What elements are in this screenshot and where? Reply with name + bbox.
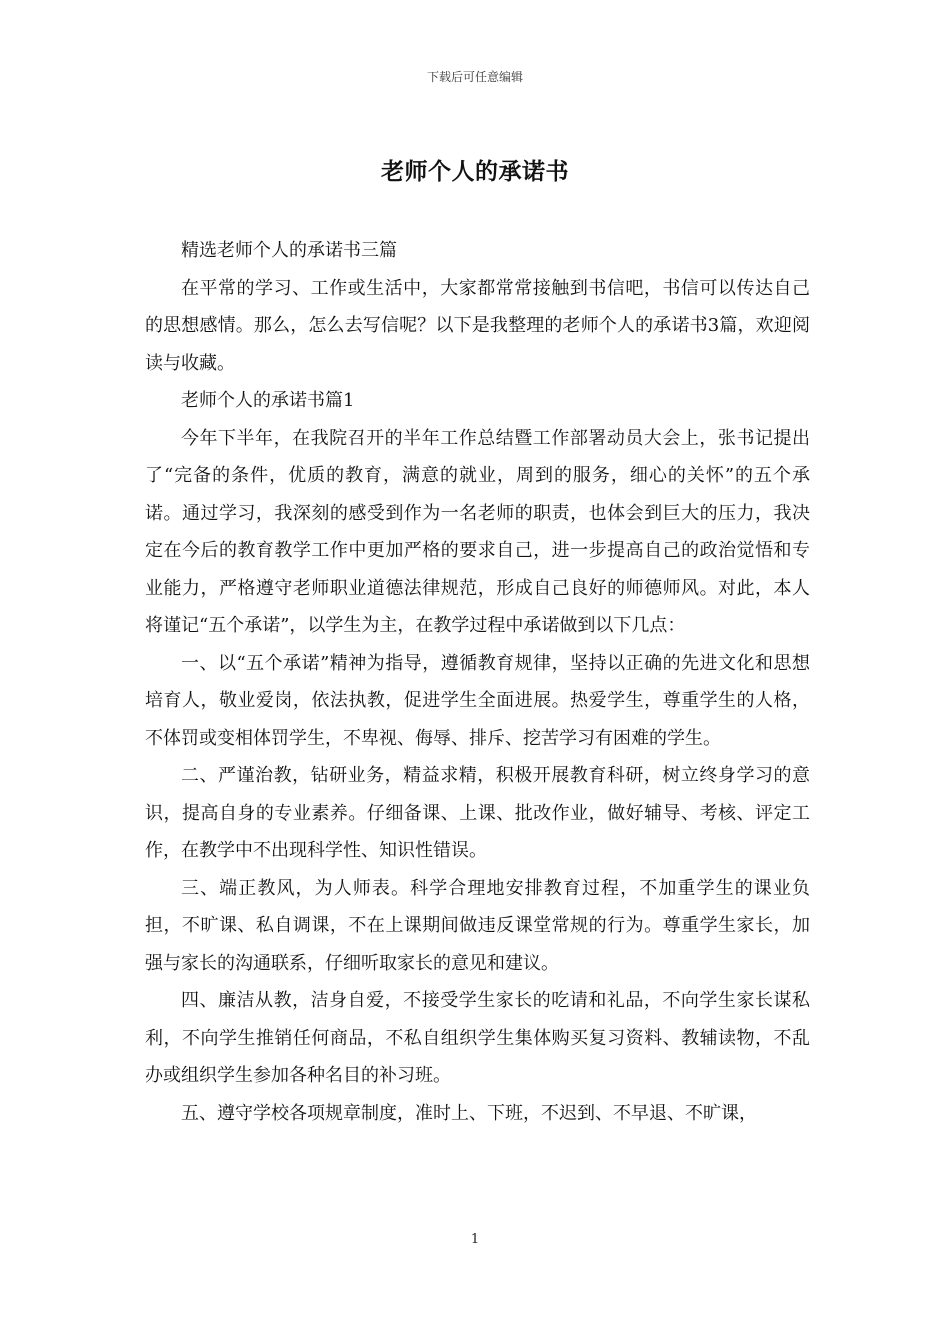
paragraph-intro: 在平常的学习、工作或生活中，大家都常常接触到书信吧，书信可以传达自己的思想感情。那么，怎么去写信呢？以下是我整理的老师个人的承诺书3篇，欢迎阅读与收藏。 [145,277,810,374]
paragraph-section-heading: 老师个人的承诺书篇1 [181,390,355,411]
document-body [145,232,810,1132]
paragraph-point-4: 四、廉洁从教，洁身自爱，不接受学生家长的吃请和礼品，不向学生家长谋私利，不向学生推销任何商品，不私自组织学生集体购买复习资料、教辅读物，不乱办或组织学生参加各种名目的补习班。 [145,990,810,1086]
paragraph-body: 今年下半年，在我院召开的半年工作总结暨工作部署动员大会上，张书记提出了“完备的条件，优质的教育，满意的就业，周到的服务，细心的关怀”的五个承诺。通过学习，我深刻的感受到作为一名老师的职责，也体会到巨大的压力，我决定在今后的教育教学工作中更加严格的要求自己，进一步提高自己的政治觉悟和专业能力，严格遵守老师职业道德法律规范，形成自己良好的师德师风。对此，本人将谨记“五个承诺”，以学生为主，在教学过程中承诺做到以下几点： [145,427,810,636]
paragraph-point-5: 五、遵守学校各项规章制度，准时上、下班，不迟到、不早退、不旷课， [181,1102,757,1124]
page-header-note: 下载后可任意编辑 [426,70,523,84]
page-number: 1 [470,1232,480,1247]
paragraph-point-2: 二、严谨治教，钻研业务，精益求精，积极开展教育科研，树立终身学习的意识，提高自身的专业素养。仔细备课、上课、批改作业，做好辅导、考核、评定工作，在教学中不出现科学性、知识性错误。 [145,765,810,861]
paragraph-subtitle: 精选老师个人的承诺书三篇 [181,240,397,261]
paragraph-point-1: 一、以“五个承诺”精神为指导，遵循教育规律，坚持以正确的先进文化和思想培育人，敬业爱岗，依法执教，促进学生全面进展。热爱学生，尊重学生的人格，不体罚或变相体罚学生，不卑视、侮辱、排斥、挖苦学习有困难的学生。 [145,652,810,749]
paragraph-point-3: 三、端正教风，为人师表。科学合理地安排教育过程，不加重学生的课业负担，不旷课、私自调课，不在上课期间做违反课堂常规的行为。尊重学生家长，加强与家长的沟通联系，仔细听取家长的意见和建议。 [145,877,810,974]
document-title: 老师个人的承诺书 [381,158,569,185]
